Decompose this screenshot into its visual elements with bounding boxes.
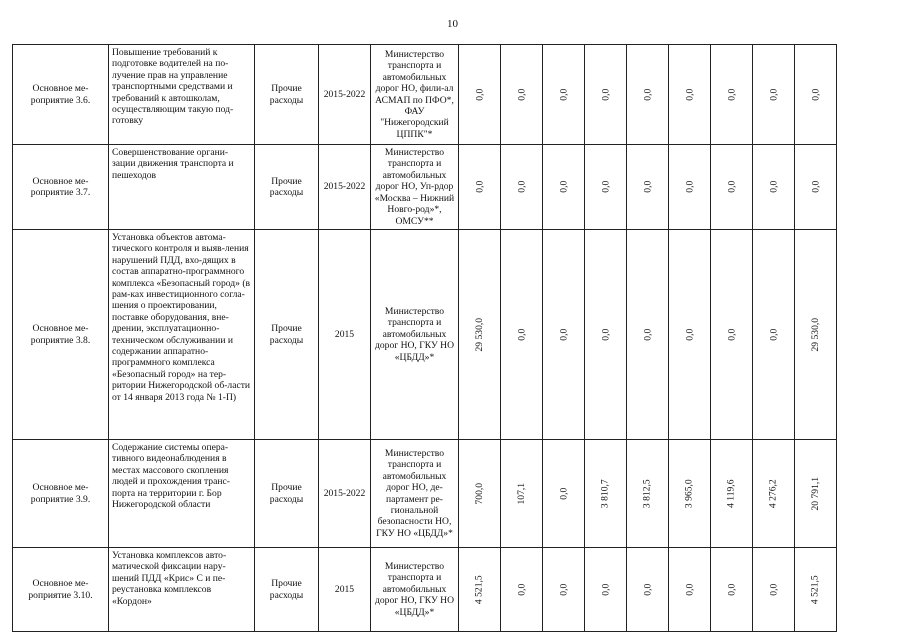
value-text: 0,0 (767, 328, 779, 341)
value-text: 0,0 (683, 583, 695, 596)
table-row (13, 440, 837, 548)
value-text: 4 276,2 (767, 479, 779, 508)
table-row (13, 45, 837, 145)
value-text: 0,0 (515, 181, 527, 193)
value-text: 0,0 (557, 487, 569, 500)
measure-cell: Основное ме- роприятие 3.6. (13, 45, 109, 145)
value-text: 107,1 (515, 482, 527, 505)
value-cell (795, 548, 837, 632)
expense-type-cell: Прочие расходы (255, 548, 319, 632)
table-row (13, 230, 837, 440)
value-cell (543, 548, 585, 632)
value-text: 0,0 (809, 181, 821, 193)
value-cell (795, 440, 837, 548)
description-cell: Содержание системы опера-тивного видеонаблюдения в местах массового скопления людей и прохождения транс-порта на территории г. Бор Нижегородской области (109, 440, 255, 548)
period-cell: 2015-2022 (319, 145, 371, 230)
value-text: 0,0 (473, 88, 485, 101)
value-cell (543, 440, 585, 548)
value-text: 0,0 (767, 88, 779, 101)
value-cell (711, 548, 753, 632)
expense-type-cell: Прочие расходы (255, 145, 319, 230)
value-text: 0,0 (683, 181, 695, 193)
measure-cell: Основное ме- роприятие 3.9. (13, 440, 109, 548)
value-cell (753, 230, 795, 440)
value-text: 0,0 (599, 583, 611, 596)
value-cell (585, 548, 627, 632)
value-text: 0,0 (599, 181, 611, 193)
value-text: 0,0 (557, 583, 569, 596)
value-cell (627, 230, 669, 440)
value-cell (753, 440, 795, 548)
value-text: 0,0 (725, 328, 737, 341)
value-text: 0,0 (557, 328, 569, 341)
value-text: 3 810,7 (599, 479, 611, 508)
expense-type-cell: Прочие расходы (255, 45, 319, 145)
value-cell (543, 45, 585, 145)
value-cell (669, 145, 711, 230)
value-cell (711, 230, 753, 440)
value-text: 4 521,5 (473, 575, 485, 604)
value-text: 0,0 (515, 328, 527, 341)
value-text: 0,0 (557, 88, 569, 101)
value-cell (585, 440, 627, 548)
value-cell (585, 45, 627, 145)
description-cell: Установка объектов автома-тического контроля и выяв-ления нарушений ПДД, вхо-дящих в состав аппаратно-программного комплекса «Безопасный город» (в рам-ках инвестиционного согла-шения о проектировании, поставке оборудования, вне-дрении, эксплуатационно-техническом обслуживании и содержании аппаратно-программного комплекса «Безопасный город» на тер-ритории Нижегородской об-ласти от 14 января 2013 года № 1-П) (109, 230, 255, 440)
value-cell (669, 440, 711, 548)
value-cell (501, 230, 543, 440)
period-cell: 2015 (319, 230, 371, 440)
value-cell (543, 145, 585, 230)
value-cell (711, 45, 753, 145)
value-cell (795, 45, 837, 145)
description-cell: Совершенствование органи-зации движения транспорта и пешеходов (109, 145, 255, 230)
executor-cell: Министерство транспорта и автомобильных дорог НО, Уп-рдор «Москва – Нижний Новго-род»*, ОМСУ** (371, 145, 459, 230)
expense-type-cell: Прочие расходы (255, 440, 319, 548)
value-cell (501, 440, 543, 548)
executor-cell: Министерство транспорта и автомобильных дорог НО, ГКУ НО «ЦБДД»* (371, 548, 459, 632)
value-text: 0,0 (641, 328, 653, 341)
value-text: 0,0 (809, 88, 821, 101)
value-text: 0,0 (473, 181, 485, 193)
value-cell (543, 230, 585, 440)
page-number: 10 (447, 18, 458, 30)
value-cell (501, 45, 543, 145)
value-text: 0,0 (767, 583, 779, 596)
table-row (13, 548, 837, 632)
value-cell (627, 440, 669, 548)
value-text: 0,0 (641, 181, 653, 193)
value-cell (753, 548, 795, 632)
value-text: 0,0 (599, 88, 611, 101)
value-text: 0,0 (557, 181, 569, 193)
executor-cell: Министерство транспорта и автомобильных дорог НО, ГКУ НО «ЦБДД»* (371, 230, 459, 440)
value-text: 0,0 (515, 583, 527, 596)
value-cell (459, 145, 501, 230)
value-cell (627, 45, 669, 145)
description-cell: Повышение требований к подготовке водителей на по-лучение прав на управление транспортными средствами и требований к автошколам, осуществляющим такую под-готовку (109, 45, 255, 145)
value-cell (585, 145, 627, 230)
value-text: 0,0 (641, 88, 653, 101)
value-cell (501, 145, 543, 230)
description-cell: Установка комплексов авто-матической фиксации нару-шений ПДД «Крис» С и пе-реустановка комплексов «Кордон» (109, 548, 255, 632)
executor-cell: Министерство транспорта и автомобильных дорог НО, де-партамент ре-гиональной безопасности НО, ГКУ НО «ЦБДД»* (371, 440, 459, 548)
value-cell (711, 145, 753, 230)
measure-cell: Основное ме- роприятие 3.8. (13, 230, 109, 440)
value-text: 20 791,1 (809, 476, 821, 511)
value-text: 29 530,0 (809, 317, 821, 352)
value-text: 0,0 (725, 181, 737, 193)
value-cell (459, 45, 501, 145)
table-row (13, 145, 837, 230)
value-cell (753, 145, 795, 230)
value-cell (669, 230, 711, 440)
value-cell (795, 230, 837, 440)
value-text: 700,0 (473, 482, 485, 505)
value-text: 0,0 (725, 88, 737, 101)
value-text: 0,0 (599, 328, 611, 341)
value-text: 0,0 (683, 88, 695, 101)
value-cell (501, 548, 543, 632)
period-cell: 2015 (319, 548, 371, 632)
value-cell (459, 230, 501, 440)
value-text: 0,0 (641, 583, 653, 596)
value-text: 0,0 (683, 328, 695, 341)
period-cell: 2015-2022 (319, 440, 371, 548)
value-cell (711, 440, 753, 548)
value-cell (669, 45, 711, 145)
value-text: 0,0 (515, 88, 527, 101)
value-text: 3 812,5 (641, 479, 653, 508)
value-cell (627, 145, 669, 230)
value-cell (459, 440, 501, 548)
value-text: 0,0 (767, 181, 779, 193)
executor-cell: Министерство транспорта и автомобильных дорог НО, фили-ал АСМАП по ПФО*, ФАУ "Нижегородский ЦППК"* (371, 45, 459, 145)
value-cell (795, 145, 837, 230)
value-cell (459, 548, 501, 632)
expense-type-cell: Прочие расходы (255, 230, 319, 440)
value-text: 4 521,5 (809, 575, 821, 604)
value-text: 3 965,0 (683, 479, 695, 508)
value-cell (669, 548, 711, 632)
value-text: 4 119,6 (725, 479, 737, 508)
measure-cell: Основное ме- роприятие 3.7. (13, 145, 109, 230)
program-measures-table (12, 44, 837, 632)
value-cell (627, 548, 669, 632)
measure-cell: Основное ме- роприятие 3.10. (13, 548, 109, 632)
value-cell (753, 45, 795, 145)
period-cell: 2015-2022 (319, 45, 371, 145)
value-text: 0,0 (725, 583, 737, 596)
value-text: 29 530,0 (473, 317, 485, 352)
value-cell (585, 230, 627, 440)
